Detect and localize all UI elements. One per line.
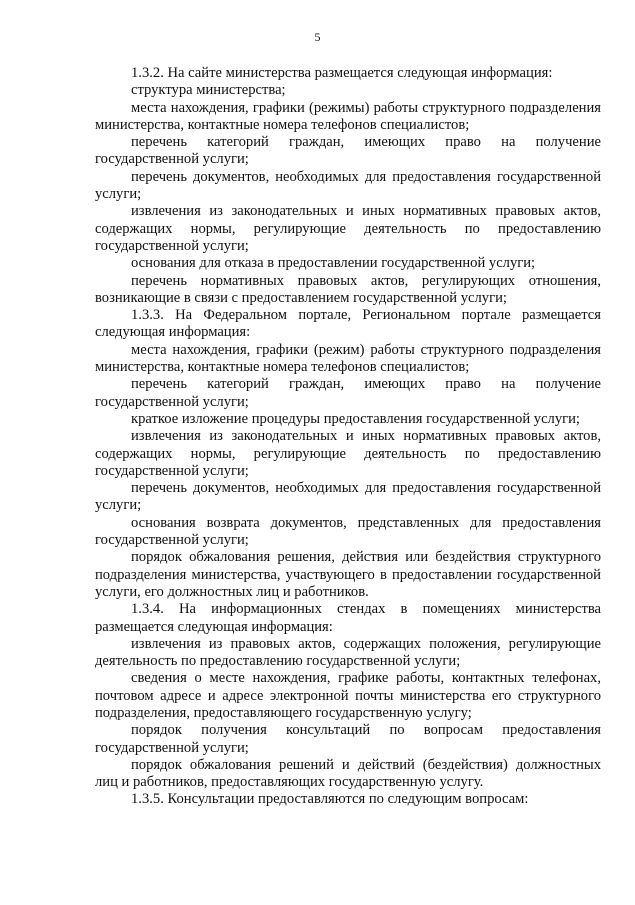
- page-number: 5: [314, 30, 321, 44]
- paragraph: места нахождения, графики (режим) работы структурного подразделения министерства, контактные номера телефонов специалистов;: [95, 341, 601, 376]
- paragraph: перечень документов, необходимых для предоставления государственной услуги;: [95, 480, 601, 514]
- paragraph-1-3-2-heading: 1.3.2. На сайте министерства размещается следующая информация:: [131, 65, 553, 81]
- paragraph-1-3-4-heading: 1.3.4. На информационных стендах в помещениях министерства размещается следующая информация:: [95, 601, 601, 635]
- paragraph: порядок обжалования решений и действий (бездействия) должностных лиц и работников, предоставляющих государственную услугу.: [95, 756, 601, 791]
- paragraph: краткое изложение процедуры предоставления государственной услуги;: [131, 410, 580, 427]
- paragraph: перечень документов, необходимых для предоставления государственной услуги;: [95, 168, 601, 203]
- paragraph: основания для отказа в предоставлении государственной услуги;: [131, 255, 536, 272]
- paragraph-1-3-3-heading: 1.3.3. На Федеральном портале, Региональном портале размещается следующая информация:: [95, 307, 601, 341]
- paragraph: извлечения из законодательных и иных нормативных правовых актов, содержащих нормы, регулирующие деятельность по предоставлению государственной услуги;: [95, 428, 601, 479]
- paragraph: порядок получения консультаций по вопросам предоставления государственной услуги;: [95, 722, 601, 756]
- paragraph: перечень нормативных правовых актов, регулирующих отношения, возникающие в связи с предоставлением государственной услуги;: [95, 272, 601, 306]
- paragraph-1-3-5-heading: 1.3.5. Консультации предоставляются по следующим вопросам:: [131, 791, 529, 808]
- paragraph: перечень категорий граждан, имеющих право на получение государственной услуги;: [95, 134, 601, 168]
- paragraph: порядок обжалования решения, действия или бездействия структурного подразделения министерства, участвующего в предоставлении государственной услуги, его должностных лиц и работников.: [95, 549, 601, 600]
- document-body: [95, 65, 601, 809]
- paragraph: структура министерства;: [131, 82, 286, 99]
- paragraph: извлечения из законодательных и иных нормативных правовых актов, содержащих нормы, регулирующие деятельность по предоставлению государственной услуги;: [95, 203, 601, 254]
- paragraph: сведения о месте нахождения, графике работы, контактных телефонах, почтовом адресе и адресе электронной почты министерства его структурного подразделения, предоставляющего государственную услугу;: [95, 670, 601, 721]
- paragraph: основания возврата документов, представленных для предоставления государственной услуги;: [95, 514, 601, 549]
- paragraph: места нахождения, графики (режимы) работы структурного подразделения министерства, контактные номера телефонов специалистов;: [95, 99, 601, 133]
- paragraph: извлечения из правовых актов, содержащих положения, регулирующие деятельность по предоставлению государственной услуги;: [95, 635, 601, 670]
- paragraph: перечень категорий граждан, имеющих право на получение государственной услуги;: [95, 376, 601, 410]
